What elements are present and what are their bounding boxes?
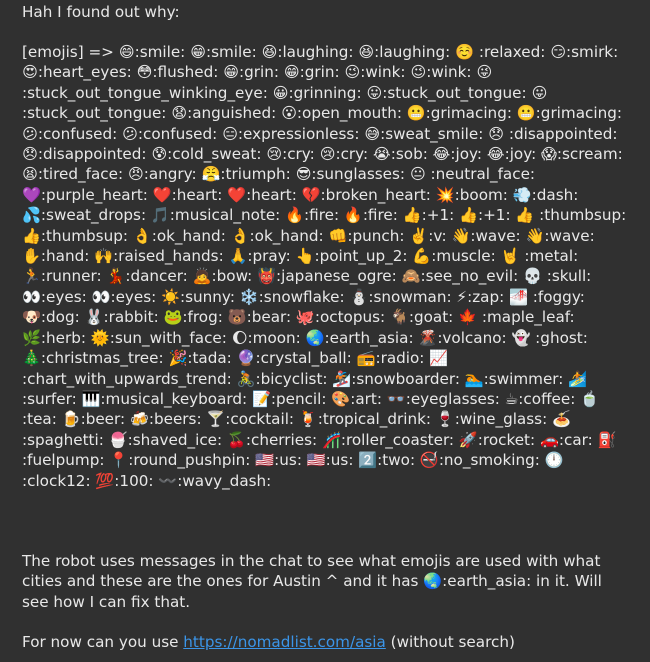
message-explanation: The robot uses messages in the chat to see what emojis are used with what cities and these are the ones for Austin ^ and it has 🌏:earth_asia: in it. Will see how I can fix that. [22,552,602,611]
suggestion-suffix: (without search) [385,633,515,651]
message-intro: Hah I found out why: [22,3,180,21]
nomadlist-asia-link[interactable]: https://nomadlist.com/asia [183,633,386,651]
suggestion-prefix: For now can you use [22,633,184,651]
message-suggestion [22,632,630,652]
emoji-list: [emojis] => 😄:smile: 😁:smile: 😆:laughing: 😆:laughing: ☺️ :relaxed: 😏:smirk: 😍:heart_eyes: 😳:flushed: 😁:grin: 😁:grin: 😉:wink: 😉:wink: 😜 :stuck_out_tongue_winking_eye: 😀:grinning: 😛:stuck_out_tongue: 😛 :stuck_out_tongue: 😧:anguished: 😮:open_mouth: 😬:grimacing: 😬:grimacing: 😕:confused: 😕:confused: 😑:expressionless: 😅:sweat_smile: 😞 :disappointed: 😞:disappointed: 😰:cold_sweat: 😢:cry: 😢:cry: 😭:sob: 😂:joy: 😂:joy: 😱:scream: 😫:tired_face: 😠:angry: 😤:triumph: 😎:sunglasses: 😐 :neutral_face: 💜:purple_heart: ❤️:heart: ❤️:heart: 💔:broken_heart: 💥:boom: 💨:dash: 💦:sweat_drops: 🎵:musical_note: 🔥:fire: 🔥:fire: 👍:+1: 👍:+1: 👍 :thumbsup: 👍:thumbsup: 👌:ok_hand: 👌:ok_hand: 👊:punch: ✌️:v: 👋:wave: 👋:wave: ✋:hand: 🙌:raised_hands: 🙏:pray: 👆:point_up_2: 💪:muscle: 🤘 :metal: 🏃:runner: 💃:dancer: 🙇:bow: 👹:japanese_ogre: 🙈:see_no_evil: 💀 :skull: 👀:eyes: 👀:eyes: ☀️:sunny: ❄️:snowflake: ⛄:snowman: ⚡:zap: 🌁 :foggy: 🐶:dog: 🐰:rabbit: 🐸:frog: 🐻:bear: 🐙:octopus: 🐐:goat: 🍁 :maple_leaf: 🌿:herb: 🌞:sun_with_face: 🌔:moon: 🌏:earth_asia: 🌋:volcano: 👻 :ghost: 🎄:christmas_tree: 🎉:tada: 🔮:crystal_ball: 📻:radio: 📈 :chart_with_upwards_trend: 🚴:bicyclist: 🏂:snowboarder: 🏊:swimmer: 🏄 :surfer: 🎹:musical_keyboard: 📝:pencil: 🎨:art: 👓:eyeglasses: ☕:coffee: 🍵 :tea: 🍺:beer: 🍻:beers: 🍸:cocktail: 🍹:tropical_drink: 🍷:wine_glass: 🍝 :spaghetti: 🍧:shaved_ice: 🍒:cherries: 🎢:roller_coaster: 🚀:rocket: 🚗:car: ⛽ :fuelpump: 📍:round_pushpin: 🇺🇸:us: 🇺🇸:us: 2️⃣:two: 🚭:no_smoking: 🕛 :clock12: 💯:100: 〰️:wavy_dash: [22,43,627,490]
